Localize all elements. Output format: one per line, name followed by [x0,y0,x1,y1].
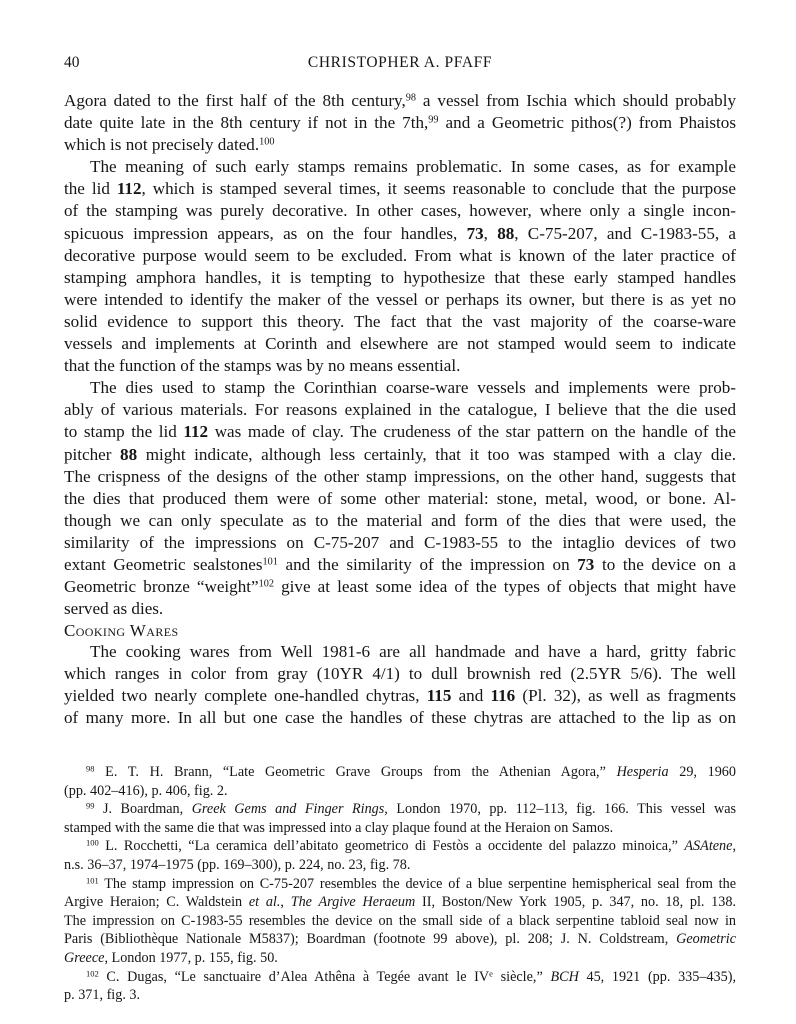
footnote-100: $^{100}$ L. Rocchetti, “La ceramica dell’abitato geometrico di Festòs a occidente del palazzo minoica,” ASAtene, [86,837,736,855]
text-line: yielded two nearly complete one-handled chytras, 115 and 116 (Pl. 32), as well as fragments [64,686,736,706]
footnote-99-cont: stamped with the same die that was impressed into a clay plaque found at the Heraion on Samos. [64,819,614,836]
catalogue-ref: 115 [426,686,452,706]
text-line: which is not precisely dated.$^{100}$ [64,135,275,155]
catalogue-ref: 112 [116,179,142,199]
text-line: The dies used to stamp the Corinthian coarse-ware vessels and implements were prob- [90,378,736,398]
text-line: Agora dated to the first half of the 8th century,$^{98}$ a vessel from Ischia which should probably [64,91,736,110]
catalogue-ref: 112 [183,422,209,442]
text-line: were intended to identify the maker of the vessel or perhaps its owner, but there is as yet no [64,289,736,309]
footnote-101: $^{101}$ The stamp impression on C-75-207 resembles the device of a blue serpentine hemispherical seal from the [86,874,736,892]
catalogue-ref: 116 [490,686,516,706]
text-line: vessels and implements at Corinth and elsewhere are not stamped would seem to indicate [64,334,736,354]
footnote-98-cont: (pp. 402–416), p. 406, fig. 2. [64,782,228,799]
text-line: solid evidence to support this theory. The fact that the vast majority of the coarse-ware [64,311,736,331]
footnote-98: $^{98}$ E. T. H. Brann, “Late Geometric Grave Groups from the Athenian Agora,” Hesperia 29, 1960 [86,763,736,780]
catalogue-ref: 88 [120,444,138,464]
footnote-99: $^{99}$ J. Boardman, Greek Gems and Finger Rings, London 1970, pp. 112–113, fig. 166. This vessel was [86,800,737,818]
footnote-101-cont: Paris (Bibliothèque Nationale M5837); Boardman (footnote 99 above), pl. 208; J. N. Coldstream, Geometric [64,931,736,948]
footnote-ref-102[interactable]: 102 [258,578,274,590]
text-line: to stamp the lid 112 was made of clay. The crudeness of the star pattern on the handle of the [64,422,736,442]
text-line: similarity of the impressions on C-75-207 and C-1983-55 to the intaglio devices of two [64,532,736,552]
text-line: The cooking wares from Well 1981-6 are all handmade and have a hard, gritty fabric [90,642,736,661]
footnote-101-cont: Greece, London 1977, p. 155, fig. 50. [64,949,278,966]
catalogue-ref: 73 [577,554,595,574]
text-line: decorative purpose would seem to be excluded. From what is known of the later practice of [64,245,736,265]
running-header [64,54,736,76]
footnote-ref-98[interactable]: 98 [405,92,416,104]
running-title: CHRISTOPHER A. PFAFF [307,54,493,71]
text-line: pitcher 88 might indicate, although less certainly, that it too was stamped with a clay die. [64,444,737,464]
text-line: served as dies. [64,599,164,619]
page-number: 40 [64,54,80,71]
text-line: stamping amphora handles, it is tempting to hypothesize that these early stamped handles [64,267,736,287]
footnote-102-cont: p. 371, fig. 3. [64,987,141,1004]
footnote-100-cont: n.s. 36–37, 1974–1975 (pp. 169–300), p. 224, no. 23, fig. 78. [64,856,411,873]
text-line: extant Geometric sealstones$^{101}$ and the similarity of the impression on 73 to the device on a [64,554,736,574]
footnote-101-cont: The impression on C-1983-55 resembles the device on the small side of a black serpentine tabloid seal now in [64,912,736,929]
footnote-ref-100[interactable]: 100 [259,136,275,148]
text-line: of the stamping was purely decorative. In other cases, however, where only a single incon- [64,201,736,221]
section-heading: Cooking Wares [64,621,179,640]
text-line: spicuous impression appears, as on the four handles, 73, 88, C-75-207, and C-1983-55, a [64,223,736,243]
footnotes [64,763,736,1005]
text-line: The meaning of such early stamps remains problematic. In some cases, as for example [90,157,736,177]
text-line: of many more. In all but one case the handles of these chytras are attached to the lip as on [64,708,736,728]
footnote-102: $^{102}$ C. Dugas, “Le sanctuaire d’Alea Athêna à Tegée avant le IVe siècle,” BCH 45, 1921 (pp. 335–435), [86,967,737,985]
text-line: which ranges in color from gray (10YR 4/1) to dull brownish red (2.5YR 5/6). The well [64,664,736,684]
body-text-cooking-wares [64,641,736,729]
footnote-ref-101[interactable]: 101 [262,556,278,568]
footnote-ref-99[interactable]: 99 [428,114,439,126]
catalogue-ref: 73 [466,223,484,243]
text-line: ably of various materials. For reasons explained in the catalogue, I believe that the die used [64,400,736,420]
text-line: that the function of the stamps was by no means essential. [64,356,461,376]
text-line: The crispness of the designs of the other stamp impressions, on the other hand, suggests that [64,466,736,486]
text-line: the dies that produced them were of some other material: stone, metal, wood, or bone. Al- [64,488,736,508]
text-line: date quite late in the 8th century if not in the 7th,$^{99}$ and a Geometric pithos(?) from Phaistos [64,113,736,133]
footnote-101-cont: Argive Heraion; C. Waldstein et al., The Argive Heraeum II, Boston/New York 1905, p. 347, no. 18, pl. 138. [64,894,736,911]
text-line: though we can only speculate as to the material and form of the dies that were used, the [64,510,736,530]
body-text [64,90,736,620]
text-line: Geometric bronze “weight”$^{102}$ give at least some idea of the types of objects that might have [64,577,736,597]
text-line: the lid 112, which is stamped several times, it seems reasonable to conclude that the purpose [64,179,736,199]
catalogue-ref: 88 [497,223,515,243]
